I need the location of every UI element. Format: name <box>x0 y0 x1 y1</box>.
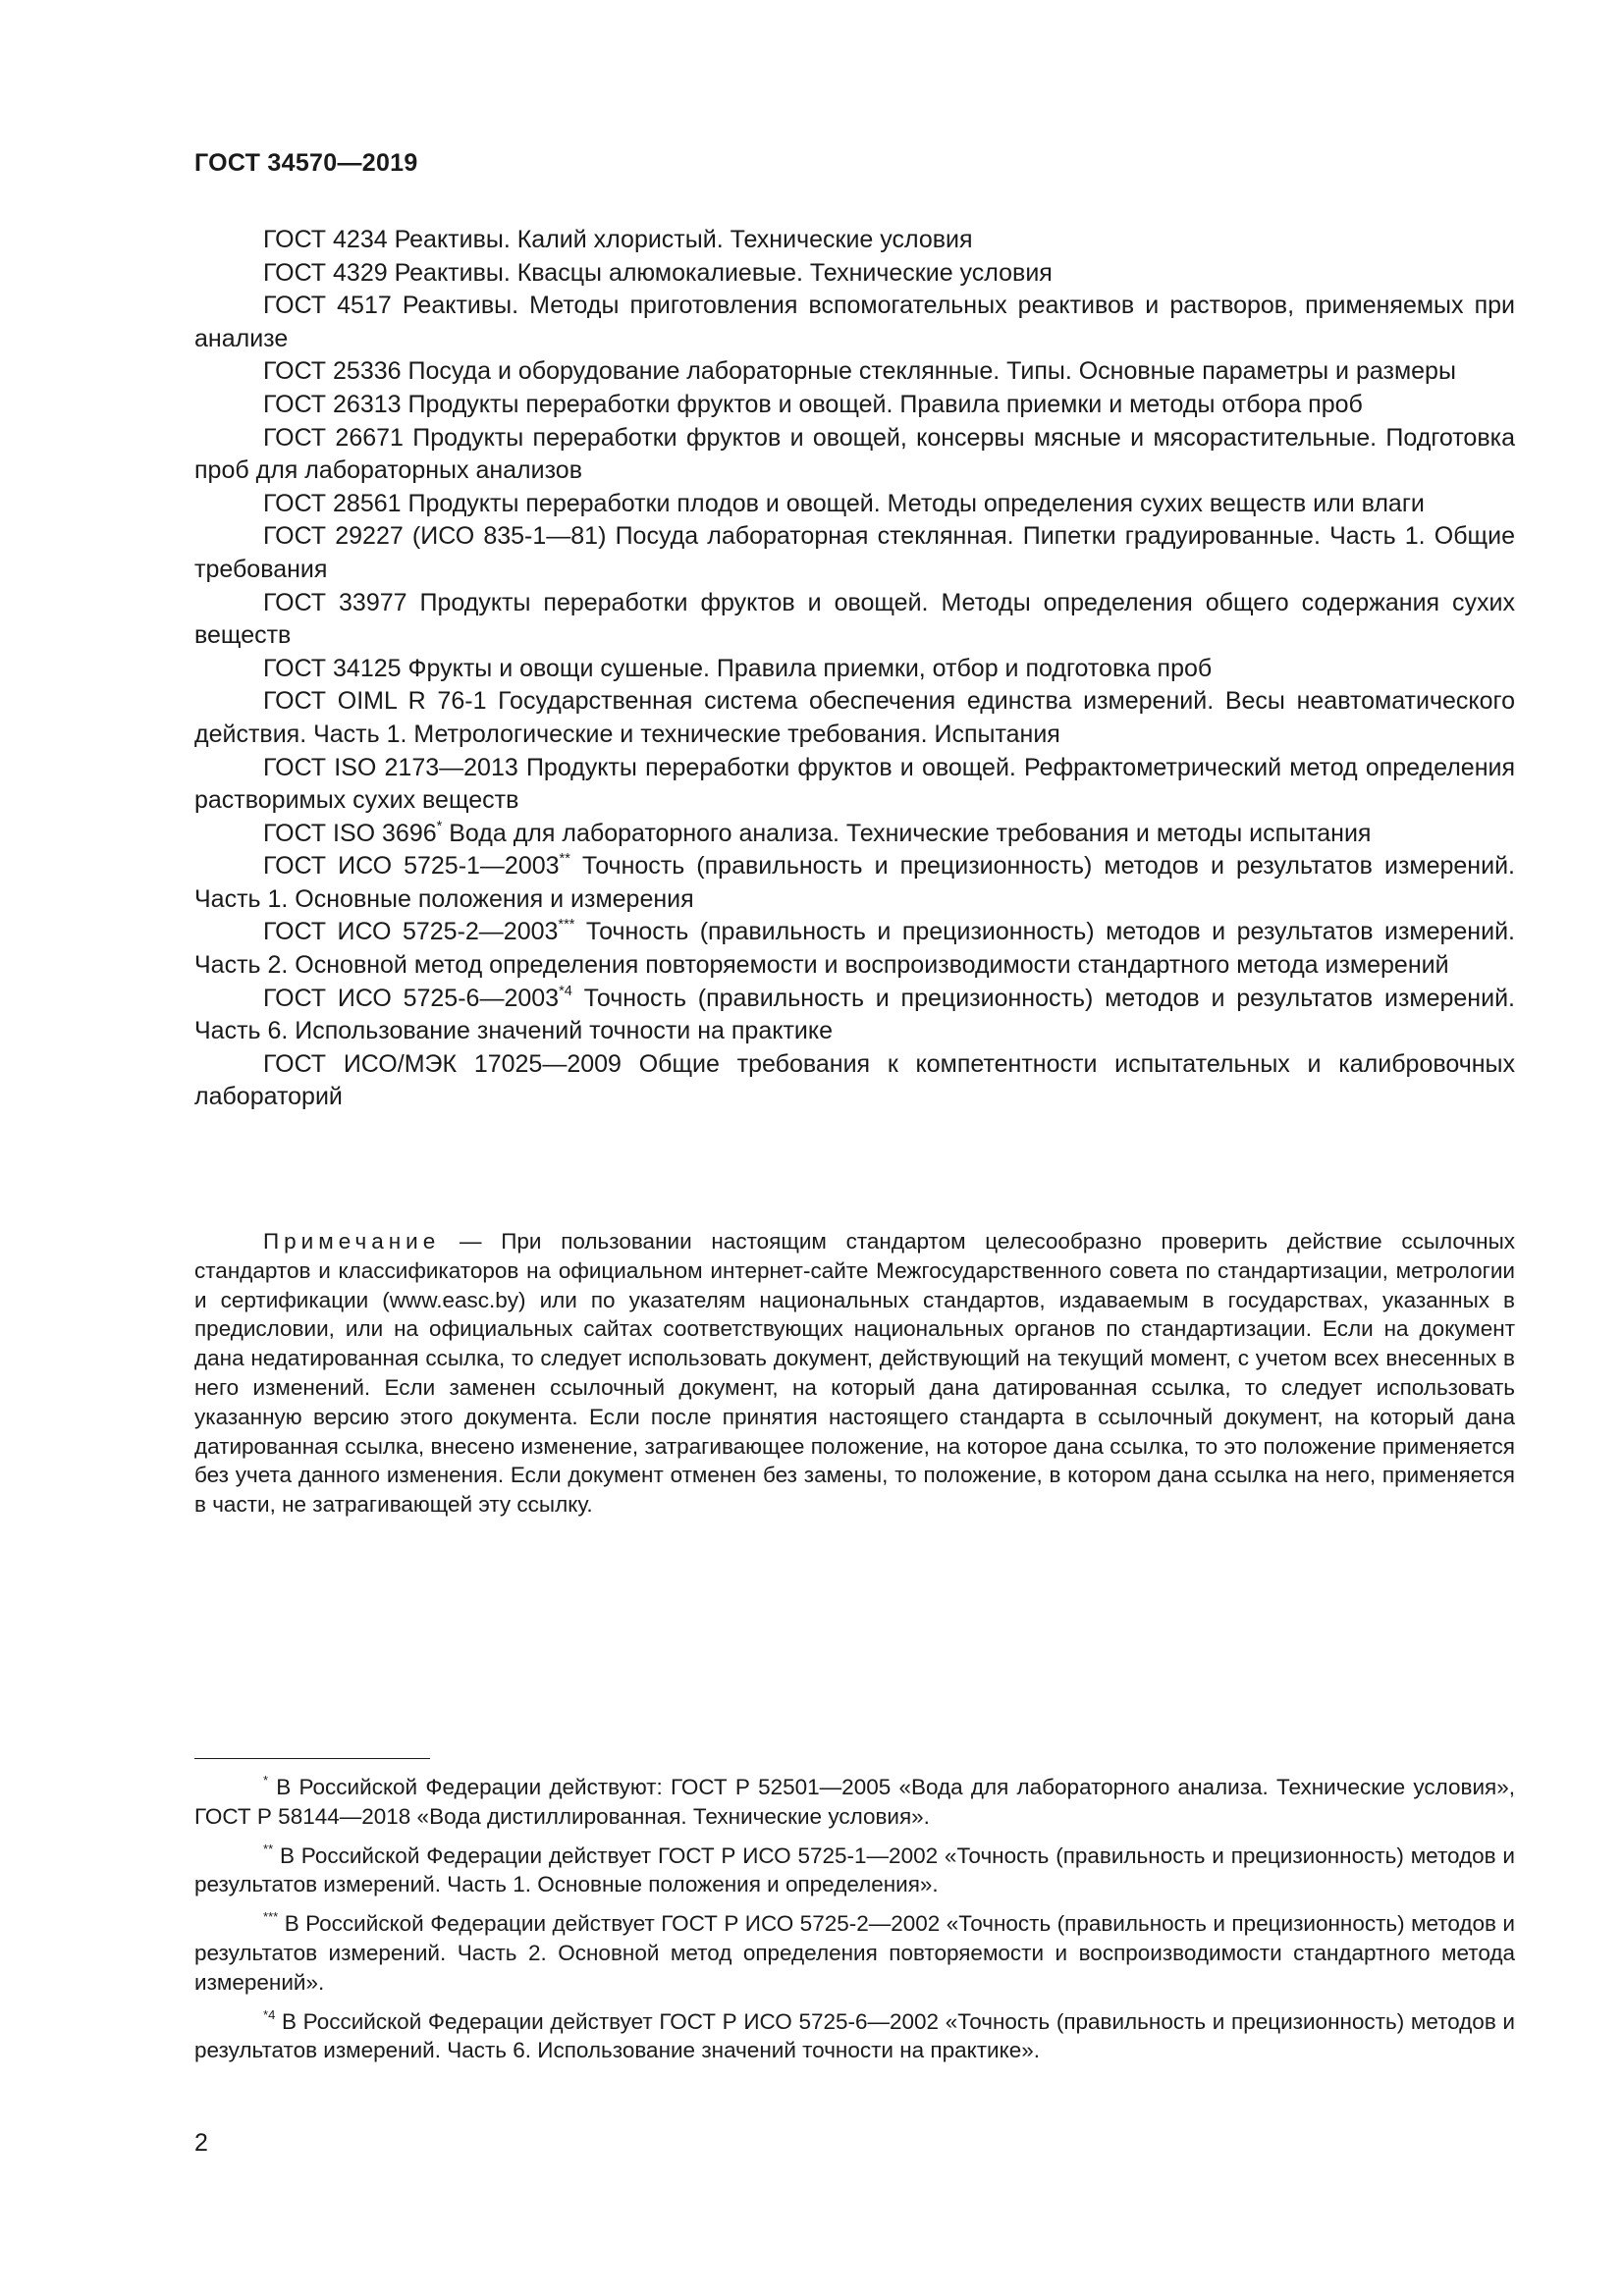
document-header: ГОСТ 34570—2019 <box>194 149 418 177</box>
footnote-marker: *** <box>558 917 575 934</box>
reference-item: ГОСТ 26313 Продукты переработки фруктов и овощей. Правила приемки и методы отбора проб <box>263 390 1363 418</box>
reference-item: ГОСТ 33977 Продукты переработки фруктов и овощей. Методы определения общего содержания сухих веществ <box>194 588 1515 650</box>
reference-item: ГОСТ 26671 Продукты переработки фруктов и овощей, консервы мясные и мясорастительные. Подготовка проб для лабораторных анализов <box>194 423 1515 485</box>
footnote-marker: * <box>436 818 443 834</box>
footnotes <box>194 1773 1515 2075</box>
footnote <box>194 1842 1515 1900</box>
reference-item: ГОСТ ISO 2173—2013 Продукты переработки фруктов и овощей. Рефрактометрический метод определения растворимых сухих веществ <box>194 753 1515 815</box>
footnote-mark: *4 <box>263 2006 276 2022</box>
reference-title: Точность (правильность и прецизионность) методов и результатов измерений. Часть 1. Основные положения и измерения <box>194 852 1515 913</box>
footnote-mark: *** <box>263 1909 279 1925</box>
footnote-marker: ** <box>559 851 570 868</box>
footnote-text: В Российской Федерации действуют: ГОСТ Р 52501—2005 «Вода для лабораторного анализа. Технические условия», ГОСТ Р 58144—2018 «Вода дистиллированная. Технические условия». <box>194 1775 1515 1829</box>
reference-item <box>194 818 1515 851</box>
footnote <box>194 1909 1515 1997</box>
footnote-text: В Российской Федерации действует ГОСТ Р ИСО 5725-2—2002 «Точность (правильность и прецизионность) методов и результатов измерений. Часть 2. Основной метод определения повторяемости и воспроизводимости стандартного метода измерений». <box>194 1911 1515 1995</box>
footnote-separator <box>194 1758 430 1759</box>
reference-title: Вода для лабораторного анализа. Технические требования и методы испытания <box>442 819 1372 847</box>
reference-title: Точность (правильность и прецизионность) методов и результатов измерений. Часть 6. Использование значений точности на практике <box>194 984 1515 1045</box>
normative-references-list <box>194 224 1515 1114</box>
footnote <box>194 1773 1515 1832</box>
reference-item: ГОСТ 29227 (ИСО 835-1—81) Посуда лабораторная стеклянная. Пипетки градуированные. Часть 1. Общие требования <box>194 522 1515 583</box>
reference-item: ГОСТ OIML R 76-1 Государственная система обеспечения единства измерений. Весы неавтоматического действия. Часть 1. Метрологические и технические требования. Испытания <box>194 687 1515 748</box>
reference-title: Точность (правильность и прецизионность) методов и результатов измерений. Часть 2. Основной метод определения повторяемости и воспроизводимости стандартного метода измерений <box>194 918 1515 980</box>
reference-item <box>194 983 1515 1048</box>
reference-item <box>194 916 1515 982</box>
reference-code: ГОСТ ИСО 5725-6—2003 <box>263 984 560 1012</box>
footnote-marker: *4 <box>559 983 572 999</box>
reference-code: ГОСТ ИСО 5725-1—2003 <box>263 852 560 881</box>
reference-item <box>194 850 1515 916</box>
reference-item: ГОСТ 4234 Реактивы. Калий хлористый. Технические условия <box>263 226 973 253</box>
note-label: Примечание <box>263 1229 441 1254</box>
footnote-text: В Российской Федерации действует ГОСТ Р ИСО 5725-6—2002 «Точность (правильность и прецизионность) методов и результатов измерений. Часть 6. Использование значений точности на практике». <box>194 2008 1515 2063</box>
reference-item: ГОСТ 4517 Реактивы. Методы приготовления вспомогательных реактивов и растворов, применяемых при анализе <box>194 292 1515 352</box>
reference-item: ГОСТ 25336 Посуда и оборудование лабораторные стеклянные. Типы. Основные параметры и размеры <box>263 357 1456 386</box>
note-text: — При пользовании настоящим стандартом целесообразно проверить действие ссылочных стандартов и классификаторов на официальном интернет-сайте Межгосударственного совета по стандартизации, метрологии и сертификации (www.easc.by) или по указателям национальных стандартов, издаваемым в государствах, указанных в предисловии, или на официальных сайтах соответствующих национальных органов по стандартизации. Если на документ дана недатированная ссылка, то следует использовать документ, действующий на текущий момент, с учетом всех внесенных в него изменений. Если заменен ссылочный документ, на который дана датированная ссылка, то следует использовать указанную версию этого документа. Если после принятия настоящего стандарта в ссылочный документ, на который дана датированная ссылка, внесено изменение, затрагивающее положение, на которое дана ссылка, то это положение применяется без учета данного изменения. Если документ отменен без замены, то положение, в котором дана ссылка на него, применяется в части, не затрагивающей эту ссылку. <box>194 1229 1515 1518</box>
reference-code: ГОСТ ISO 3696 <box>263 819 437 847</box>
reference-item: ГОСТ 34125 Фрукты и овощи сушеные. Правила приемки, отбор и подготовка проб <box>263 654 1213 682</box>
footnote-text: В Российской Федерации действует ГОСТ Р ИСО 5725-1—2002 «Точность (правильность и прецизионность) методов и результатов измерений. Часть 1. Основные положения и определения». <box>194 1842 1515 1897</box>
reference-item: ГОСТ 28561 Продукты переработки плодов и овощей. Методы определения сухих веществ или влаги <box>263 489 1425 517</box>
reference-code: ГОСТ ИСО 5725-2—2003 <box>263 918 559 946</box>
footnote-mark: ** <box>263 1841 274 1856</box>
footnote-mark: * <box>263 1773 269 1789</box>
page-number: 2 <box>194 2129 208 2157</box>
note-paragraph <box>194 1227 1515 1520</box>
footnote <box>194 2007 1515 2066</box>
reference-item: ГОСТ 4329 Реактивы. Квасцы алюмокалиевые. Технические условия <box>263 258 1053 287</box>
reference-item: ГОСТ ИСО/МЭК 17025—2009 Общие требования к компетентности испытательных и калибровочных лабораторий <box>194 1049 1515 1111</box>
